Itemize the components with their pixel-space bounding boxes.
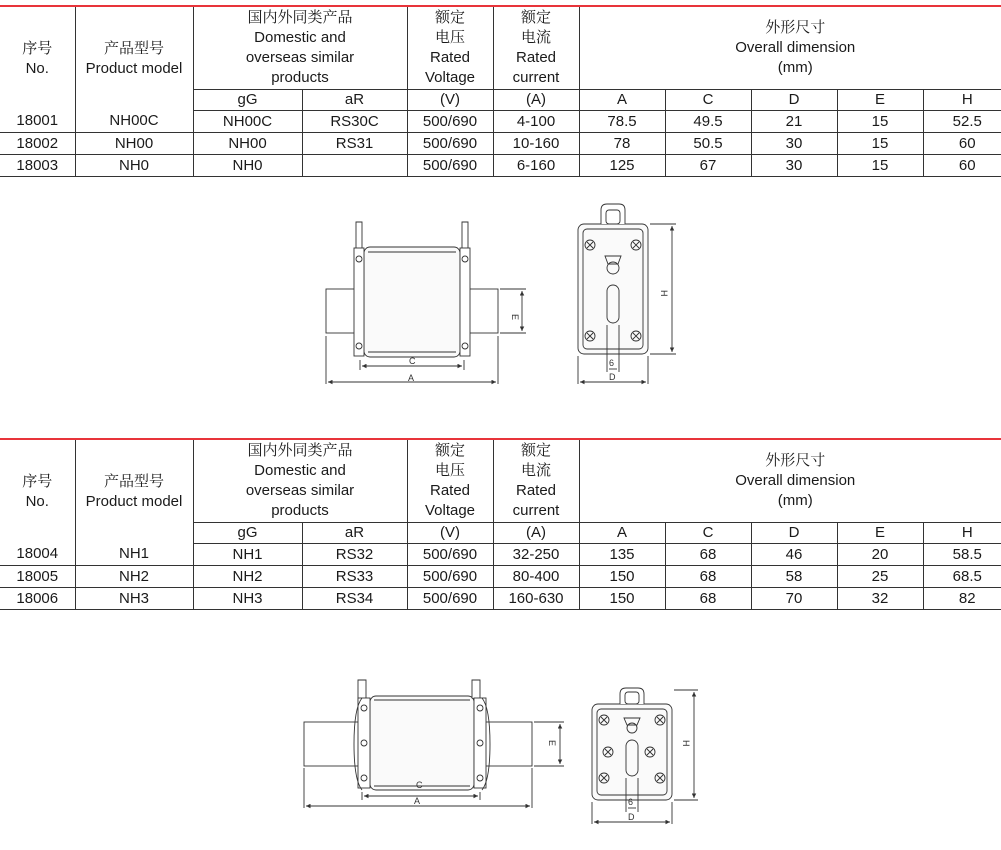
dim-label-d: D bbox=[609, 372, 616, 382]
cell-gg: NH0 bbox=[193, 155, 302, 177]
cell-model: NH1 bbox=[75, 544, 193, 566]
cell-e: 20 bbox=[837, 544, 923, 566]
header-gg: gG bbox=[193, 90, 302, 111]
cell-voltage: 500/690 bbox=[407, 566, 493, 588]
cell-e: 15 bbox=[837, 133, 923, 155]
cell-a: 78 bbox=[579, 133, 665, 155]
cell-gg: NH3 bbox=[193, 588, 302, 610]
cell-gg: NH00C bbox=[193, 111, 302, 133]
cell-h: 82 bbox=[923, 588, 1001, 610]
header-voltage-unit: (V) bbox=[407, 90, 493, 111]
cell-no: 18005 bbox=[0, 566, 75, 588]
cell-current: 6-160 bbox=[493, 155, 579, 177]
header-col-e: E bbox=[837, 90, 923, 111]
cell-a: 135 bbox=[579, 544, 665, 566]
cell-gg: NH1 bbox=[193, 544, 302, 566]
cell-a: 150 bbox=[579, 588, 665, 610]
header-col-h: H bbox=[923, 90, 1001, 111]
cell-h: 60 bbox=[923, 155, 1001, 177]
cell-current: 80-400 bbox=[493, 566, 579, 588]
cell-model: NH0 bbox=[75, 155, 193, 177]
dim-label-h: H bbox=[681, 740, 691, 747]
cell-a: 125 bbox=[579, 155, 665, 177]
cell-a: 150 bbox=[579, 566, 665, 588]
cell-ar: RS33 bbox=[302, 566, 407, 588]
cell-voltage: 500/690 bbox=[407, 544, 493, 566]
fuse-side-view-2 bbox=[304, 680, 564, 808]
header-current-unit: (A) bbox=[493, 523, 579, 544]
cell-e: 25 bbox=[837, 566, 923, 588]
cell-d: 70 bbox=[751, 588, 837, 610]
header-model: 产品型号 Product model bbox=[75, 439, 193, 544]
cell-c: 50.5 bbox=[665, 133, 751, 155]
header-similar: 国内外同类产品 Domestic and overseas similar products bbox=[193, 6, 407, 90]
cell-model: NH2 bbox=[75, 566, 193, 588]
header-current: 额定 电流 Rated current bbox=[493, 439, 579, 523]
header-voltage: 额定 电压 Rated Voltage bbox=[407, 6, 493, 90]
cell-voltage: 500/690 bbox=[407, 111, 493, 133]
cell-voltage: 500/690 bbox=[407, 155, 493, 177]
header-col-c: C bbox=[665, 523, 751, 544]
cell-d: 21 bbox=[751, 111, 837, 133]
header-col-a: A bbox=[579, 523, 665, 544]
cell-current: 4-100 bbox=[493, 111, 579, 133]
header-dimension: 外形尺寸 Overall dimension (mm) bbox=[579, 6, 1001, 90]
cell-ar: RS31 bbox=[302, 133, 407, 155]
header-ar: aR bbox=[302, 523, 407, 544]
cell-no: 18003 bbox=[0, 155, 75, 177]
header-col-d: D bbox=[751, 523, 837, 544]
header-similar: 国内外同类产品 Domestic and overseas similar products bbox=[193, 439, 407, 523]
dim-label-a: A bbox=[414, 796, 421, 806]
header-no: 序号 No. bbox=[0, 439, 75, 544]
cell-h: 58.5 bbox=[923, 544, 1001, 566]
dim-label-a: A bbox=[408, 373, 415, 383]
cell-ar: RS34 bbox=[302, 588, 407, 610]
header-no: 序号 No. bbox=[0, 6, 75, 111]
header-ar: aR bbox=[302, 90, 407, 111]
header-col-h: H bbox=[923, 523, 1001, 544]
cell-current: 10-160 bbox=[493, 133, 579, 155]
header-col-d: D bbox=[751, 90, 837, 111]
dim-label-six: 6 bbox=[609, 358, 615, 368]
dim-label-c: C bbox=[409, 356, 416, 366]
cell-d: 30 bbox=[751, 133, 837, 155]
dim-label-e: E bbox=[547, 740, 557, 747]
cell-h: 60 bbox=[923, 133, 1001, 155]
cell-h: 68.5 bbox=[923, 566, 1001, 588]
header-current-unit: (A) bbox=[493, 90, 579, 111]
cell-c: 49.5 bbox=[665, 111, 751, 133]
cell-ar: RS32 bbox=[302, 544, 407, 566]
dim-label-e: E bbox=[510, 314, 520, 321]
cell-no: 18002 bbox=[0, 133, 75, 155]
dim-label-d: D bbox=[628, 812, 635, 822]
cell-gg: NH2 bbox=[193, 566, 302, 588]
cell-model: NH00 bbox=[75, 133, 193, 155]
cell-voltage: 500/690 bbox=[407, 133, 493, 155]
cell-current: 32-250 bbox=[493, 544, 579, 566]
header-col-c: C bbox=[665, 90, 751, 111]
dim-label-c: C bbox=[416, 780, 423, 790]
dim-label-six: 6 bbox=[628, 797, 634, 807]
fuse-side-view-1 bbox=[326, 222, 526, 384]
cell-e: 15 bbox=[837, 111, 923, 133]
cell-voltage: 500/690 bbox=[407, 588, 493, 610]
fuse-front-view-2 bbox=[592, 688, 698, 824]
cell-d: 58 bbox=[751, 566, 837, 588]
header-voltage-unit: (V) bbox=[407, 523, 493, 544]
cell-no: 18006 bbox=[0, 588, 75, 610]
cell-d: 30 bbox=[751, 155, 837, 177]
cell-no: 18001 bbox=[0, 111, 75, 133]
cell-e: 32 bbox=[837, 588, 923, 610]
cell-h: 52.5 bbox=[923, 111, 1001, 133]
cell-model: NH00C bbox=[75, 111, 193, 133]
header-dimension: 外形尺寸 Overall dimension (mm) bbox=[579, 439, 1001, 523]
cell-d: 46 bbox=[751, 544, 837, 566]
header-col-a: A bbox=[579, 90, 665, 111]
cell-e: 15 bbox=[837, 155, 923, 177]
dim-label-h: H bbox=[659, 290, 669, 297]
cell-c: 68 bbox=[665, 544, 751, 566]
cell-c: 68 bbox=[665, 566, 751, 588]
cell-ar: RS30C bbox=[302, 111, 407, 133]
header-current: 额定 电流 Rated current bbox=[493, 6, 579, 90]
cell-a: 78.5 bbox=[579, 111, 665, 133]
header-voltage: 额定 电压 Rated Voltage bbox=[407, 439, 493, 523]
cell-model: NH3 bbox=[75, 588, 193, 610]
cell-no: 18004 bbox=[0, 544, 75, 566]
header-col-e: E bbox=[837, 523, 923, 544]
header-model: 产品型号 Product model bbox=[75, 6, 193, 111]
cell-c: 67 bbox=[665, 155, 751, 177]
header-gg: gG bbox=[193, 523, 302, 544]
cell-current: 160-630 bbox=[493, 588, 579, 610]
cell-c: 68 bbox=[665, 588, 751, 610]
cell-gg: NH00 bbox=[193, 133, 302, 155]
